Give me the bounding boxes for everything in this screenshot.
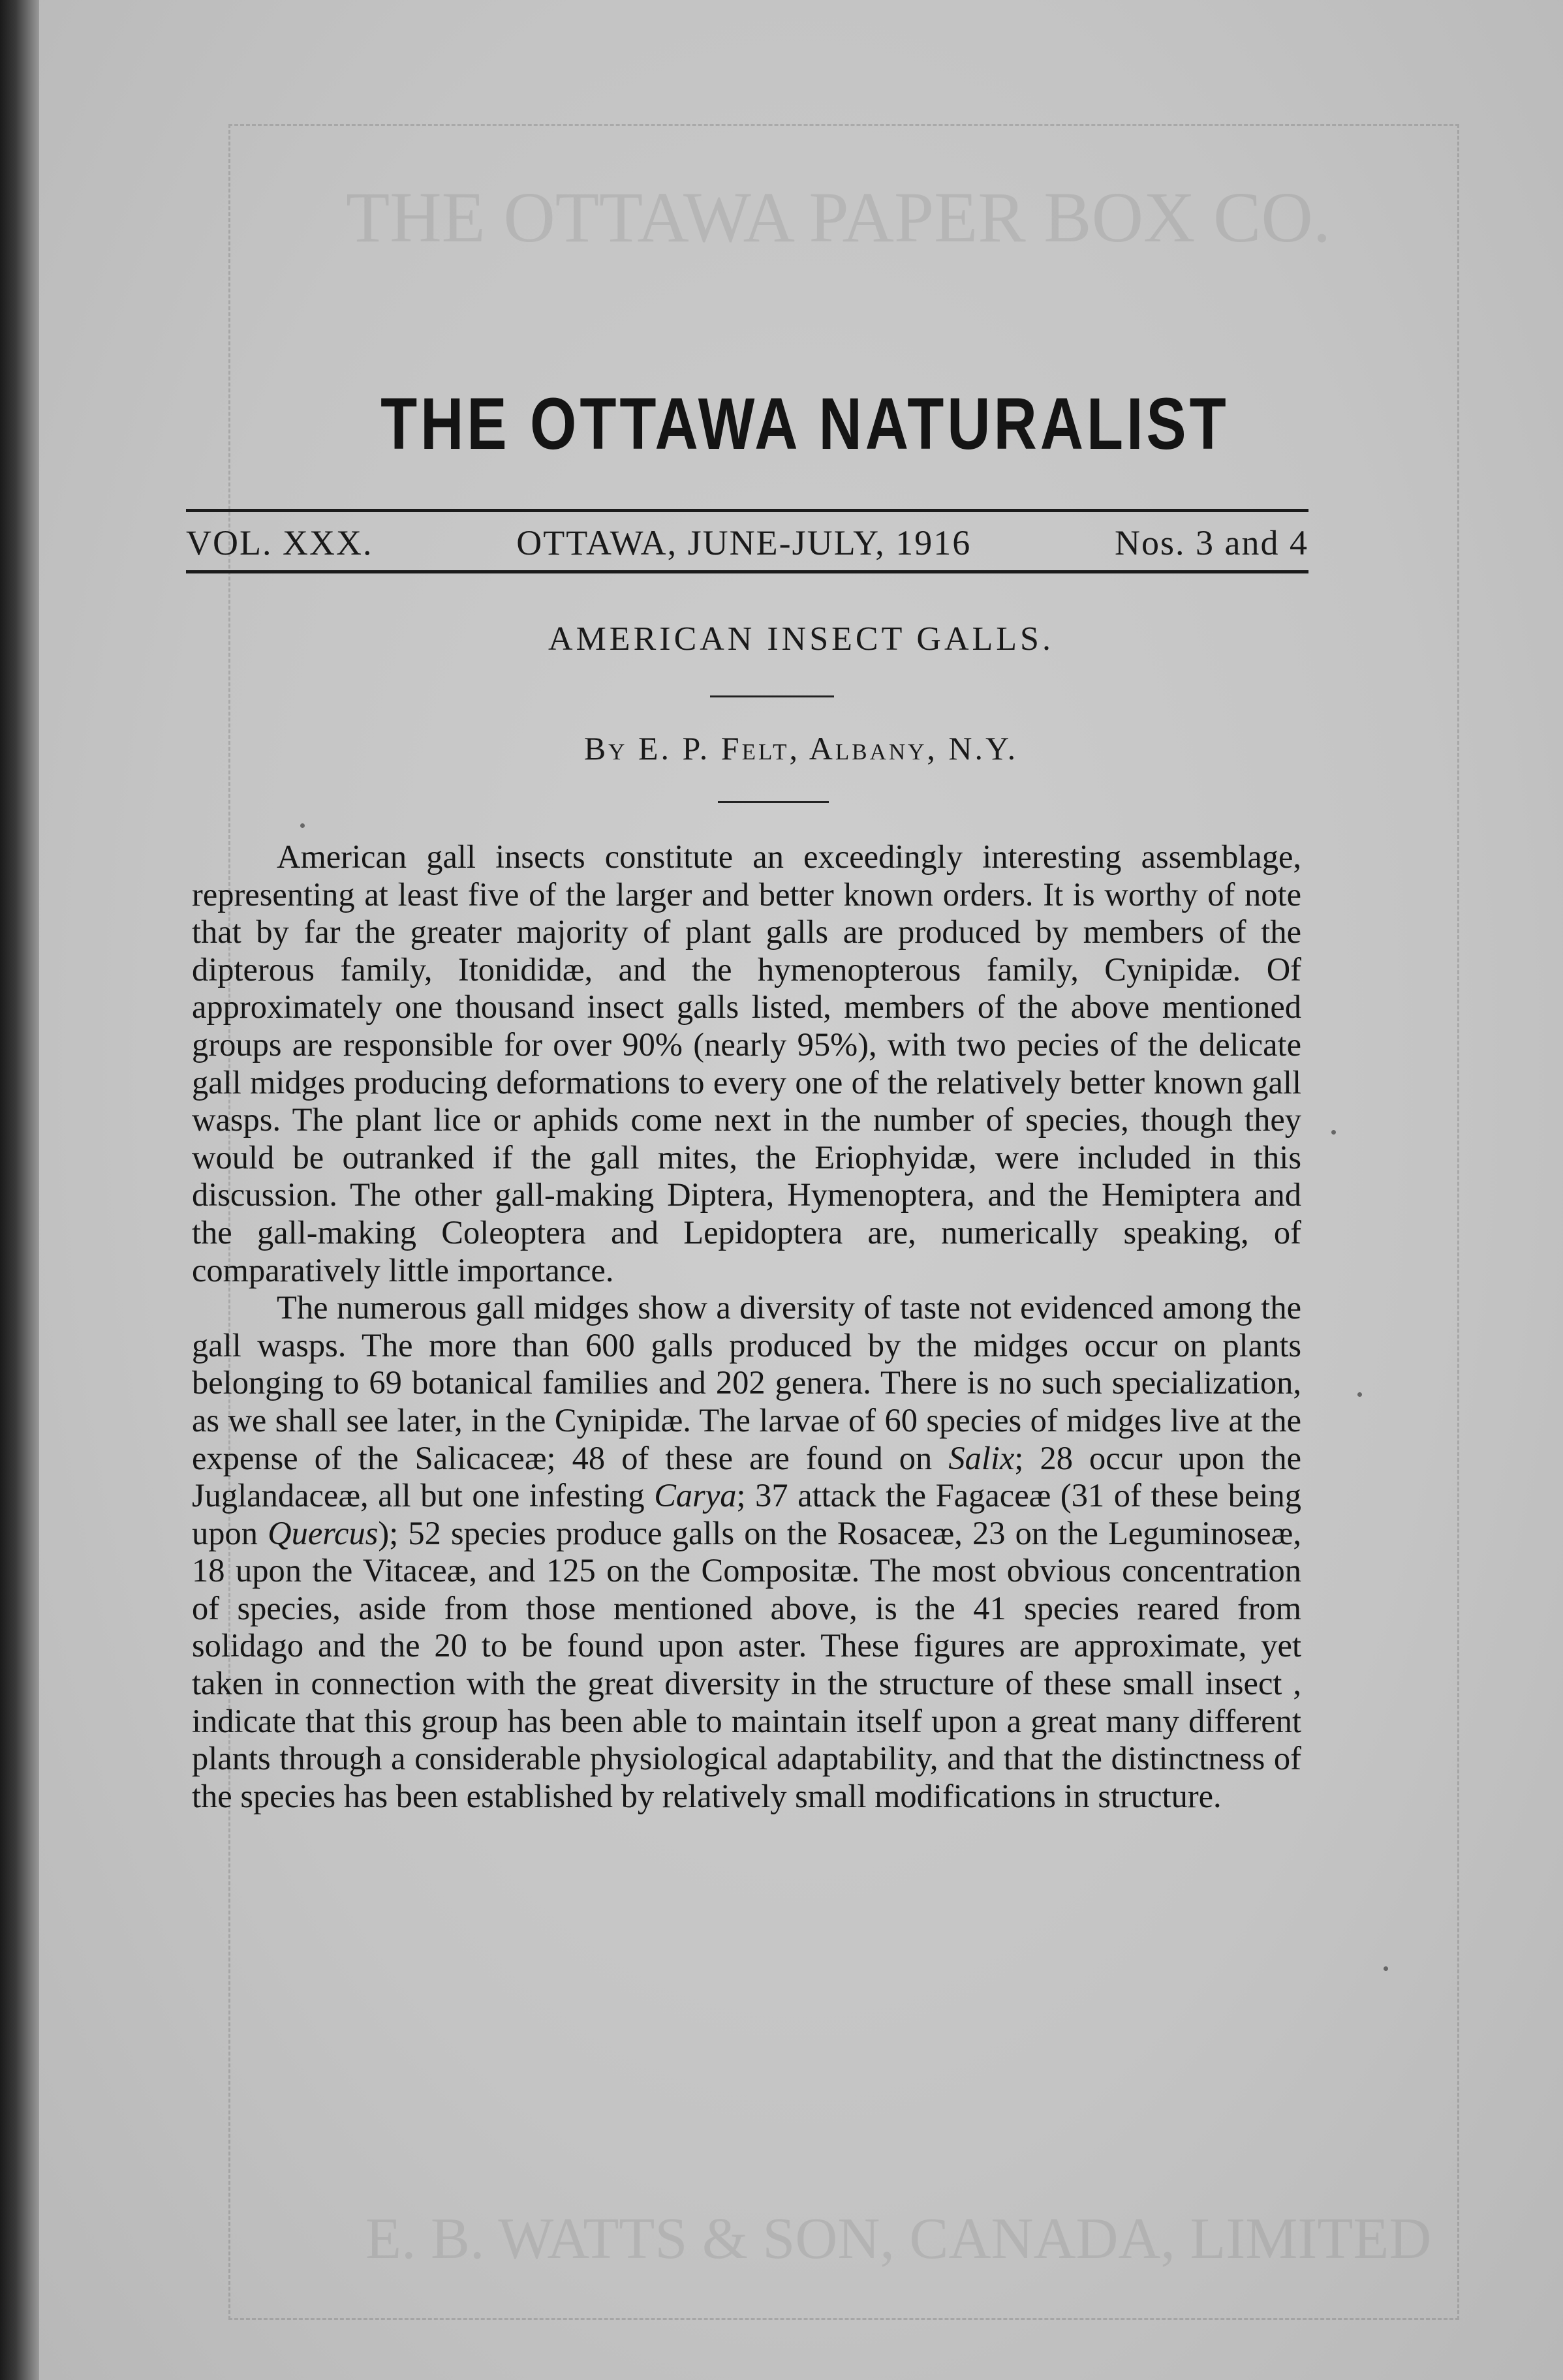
print-speck: [1384, 1966, 1388, 1971]
genus-name: Salix: [948, 1439, 1015, 1476]
genus-name: Carya: [654, 1477, 737, 1514]
masthead-rule-top: [186, 509, 1308, 512]
print-speck: [300, 823, 305, 828]
print-speck: [1357, 1392, 1362, 1397]
place-and-date: OTTAWA, JUNE-JULY, 1916: [516, 523, 972, 562]
byline-divider: [718, 801, 829, 803]
article-title: AMERICAN INSECT GALLS.: [548, 620, 1054, 658]
journal-page: [39, 0, 1563, 2380]
masthead-rule-bottom: [186, 570, 1308, 573]
show-through-heading: THE OTTAWA PAPER BOX CO.: [346, 177, 1331, 257]
paragraph: The numerous gall midges show a diversity of taste not evidenced among the gall wasps. The more than 600 galls produced by the midges occur on plants belonging to 69 botanical families and 202 genera. There is no such specialization, as we shall see later, in the Cynipidæ. The larvae of 60 species of midges live at the expense of the Salicaceæ; 48 of these are found on Salix; 28 occur upon the Juglandaceæ, all but one infesting Carya; 37 attack the Fagaceæ (31 of these being upon Quercus); 52 species produce galls on the Rosaceæ, 23 on the Leguminoseæ, 18 upon the Vitaceæ, and 125 on the Compositæ. The most obvious concentration of species, aside from those mentioned above, is the 41 species reared from solidago and the 20 to be found upon aster. These figures are approximate, yet taken in connection with the great diversity in the structure of these small insect , indicate that this group has been able to maintain itself upon a great many different plants through a considerable physiological adaptability, and that the distinctness of the species has been established by relatively small modifications in structure.: [192, 1289, 1302, 1814]
genus-name: Quercus: [268, 1514, 379, 1551]
title-divider: [710, 695, 834, 697]
journal-masthead: THE OTTAWA NATURALIST: [380, 383, 1230, 465]
article-body: [192, 838, 1301, 1815]
issue-numbers: Nos. 3 and 4: [1115, 523, 1308, 562]
show-through-footer: E. B. WATTS & SON, CANADA, LIMITED: [365, 2206, 1432, 2271]
print-speck: [1331, 1130, 1336, 1135]
paragraph: American gall insects constitute an exceedingly interesting assemblage, representing at least five of the larger and better known orders. It is worthy of note that by far the greater majority of plant galls are produced by members of the dipterous family, Itonididæ, and the hymenopterous family, Cynipidæ. Of approximately one thousand insect galls listed, members of the above mentioned groups are responsible for over 90% (nearly 95%), with two pecies of the delicate gall midges producing deformations to every one of the relatively better known gall wasps. The plant lice or aphids come next in the number of species, though they would be outranked if the gall mites, the Eriophyidæ, were included in this discussion. The other gall-making Diptera, Hymenoptera, and the Hemiptera and the gall-making Coleoptera and Lepidoptera are, numerically speaking, of comparatively little importance.: [192, 838, 1301, 1289]
article-byline: By E. P. Felt, Albany, N.Y.: [583, 730, 1019, 767]
volume-number: VOL. XXX.: [186, 523, 373, 562]
issue-info-line: [186, 517, 1308, 569]
book-binding-edge: [0, 0, 39, 2380]
